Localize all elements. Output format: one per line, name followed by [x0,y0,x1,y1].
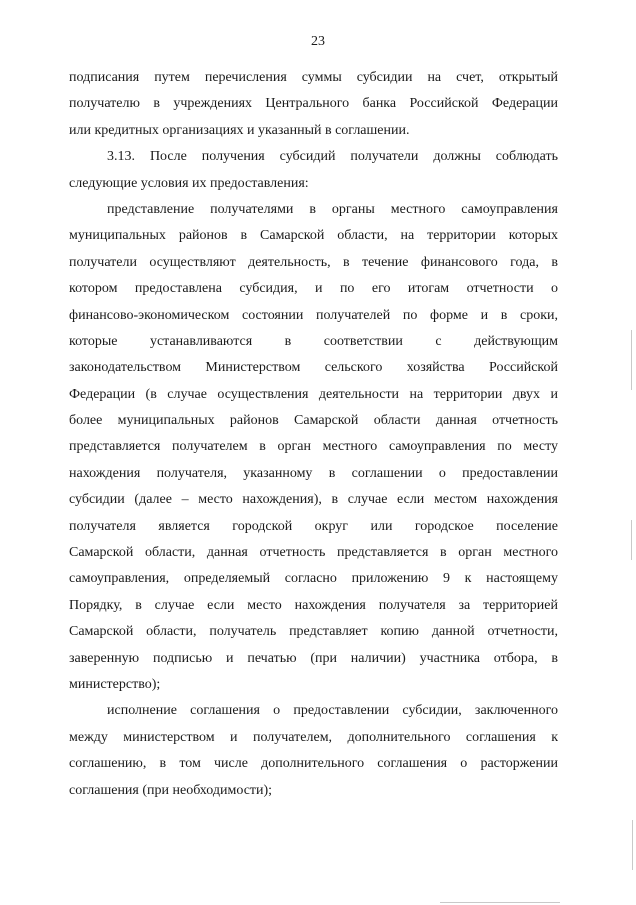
text-line: более муниципальных районов Самарской области данная отчетность [69,413,558,429]
text-line: или кредитных организациях и указанный в соглашении. [69,122,410,138]
text-line: Самарской области, данная отчетность представляется в орган местного [69,545,558,561]
text-line: законодательством Министерством сельского хозяйства Российской [69,360,558,376]
text-line: исполнение соглашения о предоставлении субсидии, заключенного [107,703,558,719]
scan-edge-mark [631,520,632,560]
text-line: заверенную подписью и печатью (при наличии) участника отбора, в [69,650,558,666]
text-line: финансово-экономическом состоянии получателей по форме и в сроки, [69,307,558,323]
text-line: подписания путем перечисления суммы субсидии на счет, открытый [69,70,558,85]
text-line: получателя является городской округ или городское поселение [69,518,558,534]
text-line: представление получателями в органы местного самоуправления [107,201,558,217]
text-line: между министерством и получателем, дополнительного соглашения к [69,729,558,745]
text-line: Федерации (в случае осуществления деятельности на территории двух и [69,386,558,402]
scan-edge-mark [440,902,560,903]
text-line: которые устанавливаются в соответствии с действующим [69,333,558,349]
text-line: самоуправления, определяемый согласно приложению 9 к настоящему [69,571,558,587]
scan-edge-mark [631,330,632,390]
text-line: субсидии (далее – место нахождения), в случае если местом нахождения [69,492,558,508]
text-line: получателю в учреждениях Центрального банка Российской Федерации [69,96,558,112]
text-line: котором предоставлена субсидия, и по его итогам отчетности о [69,281,558,297]
text-line: 3.13. После получения субсидий получатели должны соблюдать [107,149,558,165]
scan-edge-mark [632,820,633,870]
text-line: министерство); [69,676,161,692]
page-number: 23 [311,34,325,49]
text-line: Порядку, в случае если место нахождения получателя за территорией [69,597,558,613]
text-line: следующие условия их предоставления: [69,175,309,191]
text-line: муниципальных районов в Самарской области, на территории которых [69,228,558,244]
text-line: представляется получателем в орган местного самоуправления по месту [69,439,558,455]
body-text [69,65,558,804]
text-line: нахождения получателя, указанному в соглашении о предоставлении [69,465,558,481]
text-line: получатели осуществляют деятельность, в течение финансового года, в [69,254,558,270]
text-line: соглашению, в том числе дополнительного соглашения о расторжении [69,756,558,772]
text-line: соглашения (при необходимости); [69,782,273,798]
text-line: Самарской области, получатель представляет копию данной отчетности, [69,624,558,640]
